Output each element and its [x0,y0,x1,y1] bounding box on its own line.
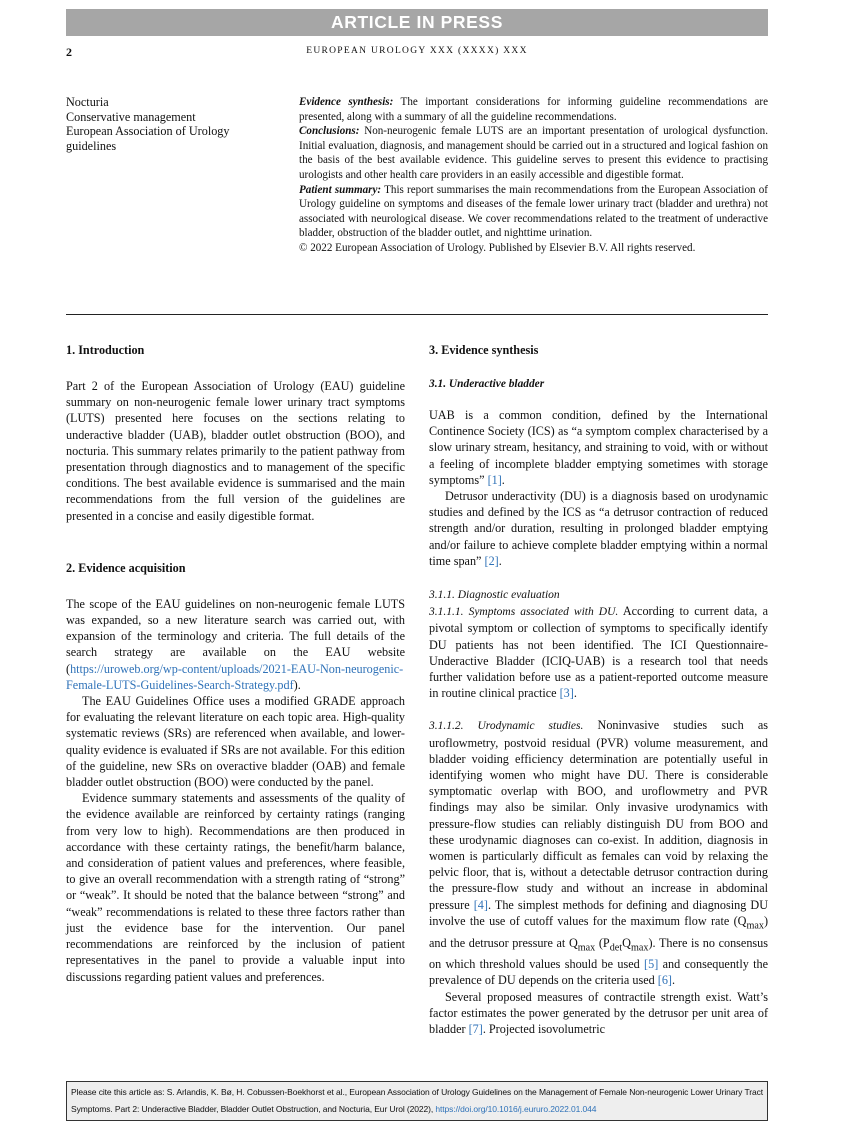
citation-link[interactable]: [7] [468,1021,483,1036]
paragraph: Part 2 of the European Association of Urology (EAU) guideline summary on non-neurogenic female lower urinary tract symptoms (LUTS) presented here focuses on the sections relating to underactive bladder (UAB), bladder outlet obstruction (BOO), and nocturia. This summary relates primarily to the patient pathway from presentation through diagnostics and to management of the specific conditions. The best available evidence is summarised and the main recommendations from the full version of the guidelines are presented in a concise and easily digestible format. [66,379,405,523]
keyword: European Association of Urology [66,124,230,139]
page-number: 2 [66,45,72,59]
abstract-evidence-synthesis [299,95,768,124]
abstract-conclusions [299,124,768,182]
citation-link[interactable]: [4] [473,897,488,912]
paragraph [429,407,768,488]
text: Q [622,935,631,950]
text: and consequently the prevalence of DU depends on the criteria used [429,957,769,988]
text: . [498,553,502,568]
citation-link[interactable]: [1] [487,472,502,487]
heading-urodynamic-studies: 3.1.1.2. Urodynamic studies. [429,720,584,733]
paragraph [429,488,768,569]
doi-link[interactable]: https://doi.org/10.1016/j.eururo.2022.01.044 [435,1104,597,1114]
text: . [501,472,505,487]
abstract-label: Conclusions: [299,125,360,138]
section-divider [66,314,768,315]
abstract-text: Non-neurogenic female LUTS are an important presentation of urological dysfunction. Initial evaluation, diagnosis, and management should be carried out in a structured and logical fashion on the basis of the best available evidence. This guideline serves to present this evidence to practising urologists and other health care providers in an easily accessible and digestible format. [299,125,768,181]
subscript: max [746,920,764,932]
heading-symptoms-du: 3.1.1.1. Symptoms associated with DU. [429,606,619,619]
keyword: Nocturia [66,95,109,109]
citation-link[interactable]: [5] [644,957,659,972]
search-strategy-link[interactable]: https://uroweb.org/wp-content/uploads/2021-EAU-Non-neurogenic-Female-LUTS-Guidelines-Search-Strategy.pdf [66,661,404,692]
abstract-label: Patient summary: [299,183,382,196]
text: . The simplest methods for defining and diagnosing DU involve the use of cutoff values for the maximum flow rate (Q [429,897,768,928]
journal-running-head: EUROPEAN UROLOGY XXX (XXXX) XXX [306,46,528,56]
footer-text: Please cite this article as: S. Arlandis, K. Bø, H. Cobussen-Boekhorst et al., European Association of Urology Guidelines on the Management of Female Non-neurogenic Lower Urinary Tract Symptoms. Part 2: Underactive Bladder, Bladder Outlet Obstruction, and Nocturia, Eur Urol (2022), [71,1087,763,1114]
citation-link[interactable]: [3] [559,686,574,701]
text: Detrusor underactivity (DU) is a diagnosis based on urodynamic studies and defined by the ICS as “a detrusor contraction of reduced strength and/or duration, resulting in prolonged bladder emptying and/or failure to achieve complete bladder emptying within a normal time span” [429,489,768,568]
text: UAB is a common condition, defined by the International Continence Society (ICS) as “a symptom complex characterised by a slow urinary stream, hesitancy, and straining to void, with or without a feeling of incomplete bladder emptying sometimes with storage symptoms” [429,408,768,487]
abstract-patient-summary [299,183,768,241]
paragraph [66,596,405,693]
left-column [66,342,405,985]
text: ). [293,677,301,692]
keywords-list [66,95,281,153]
paragraph [429,989,768,1038]
text: . Projected isovolumetric [482,1021,605,1036]
text: ) and the detrusor pressure at Q [429,913,768,950]
text: . [573,686,577,701]
subsubsection-heading-diagnostic-evaluation: 3.1.1. Diagnostic evaluation [429,589,560,602]
text: According to current data, a pivotal symptom or collection of symptoms to specifically identify DU patients has not been identified. The ICI Questionnaire-Underactive Bladder (ICIQ-UAB) is a research tool that needs further validation before use as a patient-reported outcome measure in routine clinical practice [429,604,768,701]
copyright-line: © 2022 European Association of Urology. Published by Elsevier B.V. All rights reserved. [299,241,696,254]
subscript: det [609,941,623,953]
keyword: Conservative management [66,109,196,124]
text: ). There is no consensus on which threshold values should be used [429,935,768,972]
keyword: guidelines [66,138,117,153]
subsection-heading-underactive-bladder: 3.1. Underactive bladder [429,378,545,390]
abstract-text: This report summarises the main recommendations from the European Association of Urology guideline on symptoms and diseases of the female lower urinary tract (bladder and urethra) not associated with neurological disease. We cover recommendations related to the treatment of underactive bladder, obstruction of the bladder outlet, and nighttime urination. [299,183,768,240]
article-in-press-banner: ARTICLE IN PRESS [66,9,768,36]
section-heading-evidence-acquisition: 2. Evidence acquisition [66,560,186,575]
citation-link[interactable]: [2] [484,553,499,568]
subscript: max [630,941,649,953]
text: (P [595,935,610,950]
text: Several proposed measures of contractile strength exist. Watt’s factor estimates the power generated by the detrusor per unit area of bladder [429,989,768,1036]
text: . [671,973,676,988]
citation-link[interactable]: [6] [657,973,672,988]
abstract-text: The important considerations for informing guideline recommendations are presented, along with a summary of all the guideline recommendations. [299,96,768,123]
paragraph: Evidence summary statements and assessments of the quality of the evidence available are reinforced by certainty ratings (ranging from very low to high). Recommendations are then produced in accordance with these certainty ratings, the benefit/harm balance, and consideration of patient values and preferences, where feasible, to give an overall recommendation with a strength rating of “strong” or “weak”. It should be noted that the balance between “strong” and “weak” recommendations is related to these three factors rather than just the evidence base for the intervention. Our panel recommendations are reinforced by the inclusion of patient representatives in the panel to provide a valuable input into discussions regarding patient values and preferences. [66,791,405,984]
section-heading-evidence-synthesis: 3. Evidence synthesis [429,343,539,357]
subscript: max [577,941,596,953]
paragraph [429,603,768,701]
text: Noninvasive studies such as uroflowmetry, postvoid residual (PVR) volume measurement, and bladder voiding efficiency determination are potentially useful in identifying women who might have DU. There is considerable symptomatic overlap with BOO, and uroflowmetry and PVR findings may also be similar. Only invasive urodynamics with pressure-flow studies can reliably distinguish DU from BOO and these urodynamic diagnoses can co-exist. In addition, diagnosis in women is particularly difficult as females can void by relaxing the pelvic floor, that is, without a detectable detrusor contraction during the pressure-flow study and without an increase in abdominal pressure [429,718,768,912]
abstract-label: Evidence synthesis: [299,96,394,108]
abstract-block [299,95,768,256]
paragraph: The EAU Guidelines Office uses a modified GRADE approach for evaluating the relevant literature on each topic area. High-quality systematic reviews (SRs) are referenced when available, and lower-quality evidence is evaluated if SRs are not available. For this edition of the guideline, new SRs on overactive bladder (OAB) and female bladder outlet obstruction (BOO) were conducted by the panel. [66,694,405,790]
citation-footer [66,1081,768,1121]
text: The scope of the EAU guidelines on non-neurogenic female LUTS was expanded, so a new literature search was carried out, with expansion of the terminology and criteria. The full details of the search strategy are available on the EAU website ( [66,596,405,676]
paragraph [429,717,768,988]
section-heading-introduction: 1. Introduction [66,343,145,357]
right-column [429,342,768,1037]
